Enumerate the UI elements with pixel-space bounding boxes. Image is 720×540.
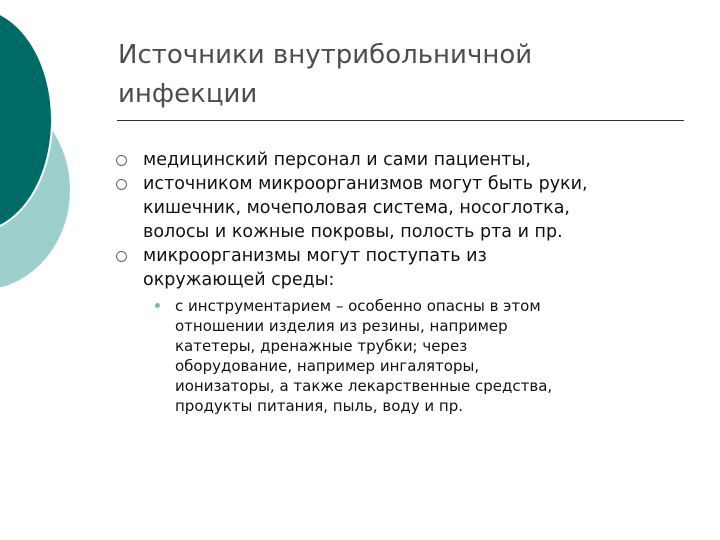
title-line: инфекции [118, 79, 258, 109]
sub-bullet-item [143, 296, 696, 416]
bullet-text-line: окружающей среды: [143, 270, 335, 290]
filled-dot-bullet-icon [155, 303, 160, 308]
sub-bullet-text-line: ионизаторы, а также лекарственные средства, [175, 377, 553, 395]
title-line: Источники внутрибольничной [118, 40, 533, 70]
sub-bullet-text-line: с инструментарием – особенно опасны в этом [175, 297, 541, 315]
bullet-item [116, 148, 696, 172]
sub-bullet-text-line: отношении изделия из резины, например [175, 317, 508, 335]
bullet-text-line: микроорганизмы могут поступать из [143, 246, 487, 266]
bullet-text-line: медицинский персонал и сами пациенты, [143, 150, 531, 170]
bullet-item [116, 244, 696, 416]
bullet-text-line: источником микроорганизмов могут быть руки, [143, 174, 588, 194]
sub-bullet-text-line: катетеры, дренажные трубки; через [175, 337, 468, 355]
hollow-circle-bullet-icon [116, 251, 127, 262]
sub-bullet-text-line: продукты питания, пыль, воду и пр. [175, 397, 464, 415]
sub-bullet-list [143, 296, 696, 416]
bullet-item [116, 172, 696, 244]
sub-bullet-text-line: оборудование, например ингаляторы, [175, 357, 480, 375]
hollow-circle-bullet-icon [116, 155, 127, 166]
hollow-circle-bullet-icon [116, 179, 127, 190]
decorative-circles [0, 0, 100, 300]
slide-title [118, 36, 678, 114]
bullet-list [116, 148, 696, 416]
title-divider [117, 120, 684, 121]
bullet-text-line: волосы и кожные покровы, полость рта и пр. [143, 222, 563, 242]
bullet-text-line: кишечник, мочеполовая система, носоглотка, [143, 198, 570, 218]
